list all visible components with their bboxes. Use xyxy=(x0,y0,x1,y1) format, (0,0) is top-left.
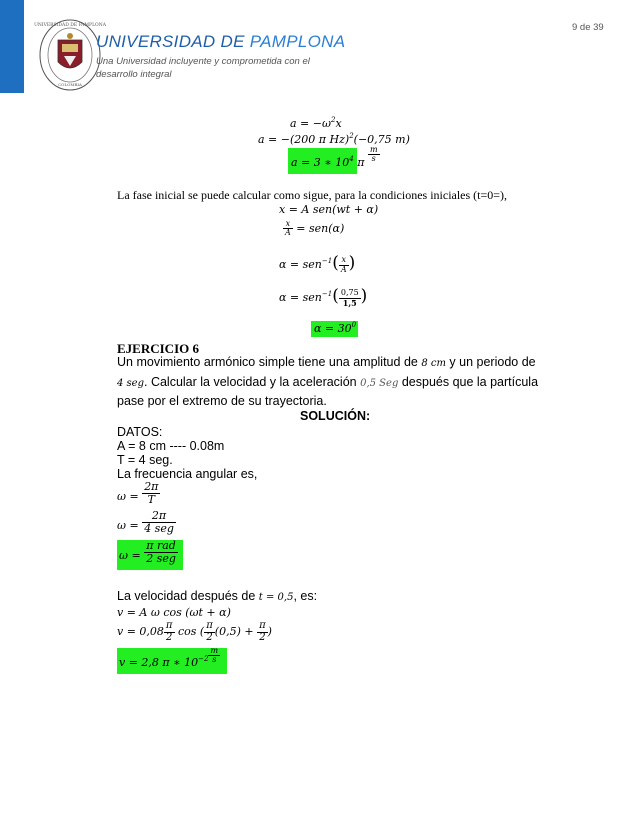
phase-intro: La fase inicial se puede calcular como sigue, para la condiciones iniciales (t=0=), xyxy=(117,188,508,202)
eq-part: (−0,75 m) xyxy=(353,133,410,146)
eq-part: (0,5) + xyxy=(214,625,258,638)
frac-num: m xyxy=(369,145,378,154)
eq-sup: −1 xyxy=(321,290,333,298)
eq-part: x xyxy=(335,117,342,130)
equation-velocity-substituted xyxy=(117,621,272,643)
fraction xyxy=(339,289,361,307)
eq-sup: 4 xyxy=(349,154,354,163)
eq-part: α = sen xyxy=(279,291,322,304)
eq-part: ω = xyxy=(119,549,145,563)
fraction xyxy=(142,481,160,505)
slogan-line1: Una Universidad incluyente y comprometida con el xyxy=(96,56,310,67)
text-part: después que la partícula xyxy=(398,375,539,389)
amplitude-data: A = 8 cm ---- 0.08m xyxy=(117,439,225,453)
frac-num: x xyxy=(283,220,293,229)
eq-sup: 2 xyxy=(349,132,354,140)
paren-close: ) xyxy=(360,286,368,306)
university-name-part1: UNIVERSIDAD DE xyxy=(96,32,250,51)
equation-arcsin xyxy=(279,253,355,274)
text-part: Un movimiento armónico simple tiene una amplitud de xyxy=(117,355,422,369)
frac-den: s xyxy=(371,154,376,164)
frac-den: T xyxy=(147,492,155,506)
equation-acceleration-substituted xyxy=(258,133,410,146)
equation-velocity-result xyxy=(117,648,227,674)
seal-text: UNIVERSIDAD DE PAMPLONA xyxy=(34,23,106,28)
eq-part: ω = xyxy=(117,490,143,504)
eq-part: = sen(α) xyxy=(292,221,345,235)
text-part: , es: xyxy=(293,589,318,603)
eq-sup: 2 xyxy=(330,116,336,124)
period-value: 4 seg xyxy=(117,378,144,389)
velocity-intro xyxy=(117,589,317,603)
equation-ratio xyxy=(283,220,344,238)
text-part: y un periodo de xyxy=(445,355,536,369)
time-value: 0,5 Seg xyxy=(360,378,399,389)
angular-frequency-label: La frecuencia angular es, xyxy=(117,467,258,481)
university-name-part2: PAMPLONA xyxy=(249,32,346,51)
eq-part: v = 2,8 π ∗ 10 xyxy=(119,655,199,669)
frac-num: π xyxy=(259,620,266,631)
text-part: . Calcular la velocidad y la aceleración xyxy=(144,375,361,389)
eq-part: a = −ω xyxy=(290,117,331,130)
paren-close: ) xyxy=(348,253,356,273)
frac-num: 0,75 xyxy=(340,288,359,298)
equation-position: x = A sen(wt + α) xyxy=(279,203,379,216)
frac-den: 4 seg xyxy=(144,521,174,535)
phase-result xyxy=(311,321,358,337)
period-data: T = 4 seg. xyxy=(117,453,173,467)
frac-num: 2π xyxy=(142,510,176,523)
frac-num: m xyxy=(210,646,219,655)
page-number: 9 de 39 xyxy=(572,22,604,33)
fraction xyxy=(283,220,293,238)
exercise-line2 xyxy=(117,375,538,389)
eq-part: α = 30 xyxy=(314,322,352,335)
eq-part: ) xyxy=(267,625,272,638)
equation-arcsin-values xyxy=(279,286,367,307)
fraction xyxy=(208,647,220,665)
eq-sup: −2 xyxy=(198,654,209,663)
datos-label: DATOS: xyxy=(117,425,163,439)
frac-den: 2 seg xyxy=(146,551,176,565)
exercise-line3: pase por el extremo de su trayectoria. xyxy=(117,394,327,408)
eq-part: ω = xyxy=(117,519,143,533)
frac-den: 2 xyxy=(166,631,173,643)
frac-num: π rad xyxy=(144,540,178,553)
fraction xyxy=(164,621,175,643)
frac-den: A xyxy=(285,228,291,238)
sidebar-bar xyxy=(0,0,24,93)
frac-den: 2 xyxy=(259,631,266,643)
frac-num: x xyxy=(339,256,349,265)
frac-den: 2 xyxy=(206,631,213,643)
frac-den: 1,5 xyxy=(342,297,357,308)
fraction xyxy=(142,510,176,534)
equation-velocity-general: v = A ω cos (ωt + α) xyxy=(117,606,231,619)
paren-open: ( xyxy=(332,253,339,273)
university-name xyxy=(96,32,345,52)
fraction xyxy=(204,621,215,643)
amplitude-value: 8 cm xyxy=(421,358,446,369)
time-value: t = 0,5 xyxy=(258,592,294,603)
eq-sup: 0 xyxy=(351,321,357,329)
university-seal xyxy=(34,18,106,92)
fraction xyxy=(368,146,380,164)
text-part: La velocidad después de xyxy=(117,589,259,603)
eq-part: cos ( xyxy=(174,625,205,638)
frac-num: 2π xyxy=(144,480,159,493)
eq-part: a = −(200 π Hz) xyxy=(258,133,350,146)
slogan-line2: desarrollo integral xyxy=(96,69,172,80)
fraction xyxy=(144,540,178,564)
frac-num: π xyxy=(165,620,173,631)
eq-part: α = sen xyxy=(279,258,322,271)
equation-omega-substituted xyxy=(117,510,176,534)
eq-part: a = 3 ∗ 10 xyxy=(291,155,350,169)
frac-num: π xyxy=(206,620,213,631)
frac-den: s xyxy=(212,655,217,665)
equation-omega-result xyxy=(117,540,183,570)
fraction xyxy=(257,621,268,643)
equation-acceleration-general xyxy=(290,117,342,130)
exercise-line1 xyxy=(117,355,536,369)
eq-sup: −1 xyxy=(321,257,333,265)
eq-part: v = 0,08 xyxy=(117,625,164,638)
solution-heading: SOLUCIÓN: xyxy=(300,409,371,423)
exercise-title: EJERCICIO 6 xyxy=(117,341,199,356)
frac-den: A xyxy=(340,264,347,274)
seal-bottom: COLOMBIA xyxy=(58,82,82,87)
equation-acceleration-result xyxy=(288,145,378,174)
equation-omega-general xyxy=(117,481,160,505)
fraction xyxy=(339,256,349,274)
eq-part: π xyxy=(353,155,368,169)
paren-open: ( xyxy=(332,286,339,306)
